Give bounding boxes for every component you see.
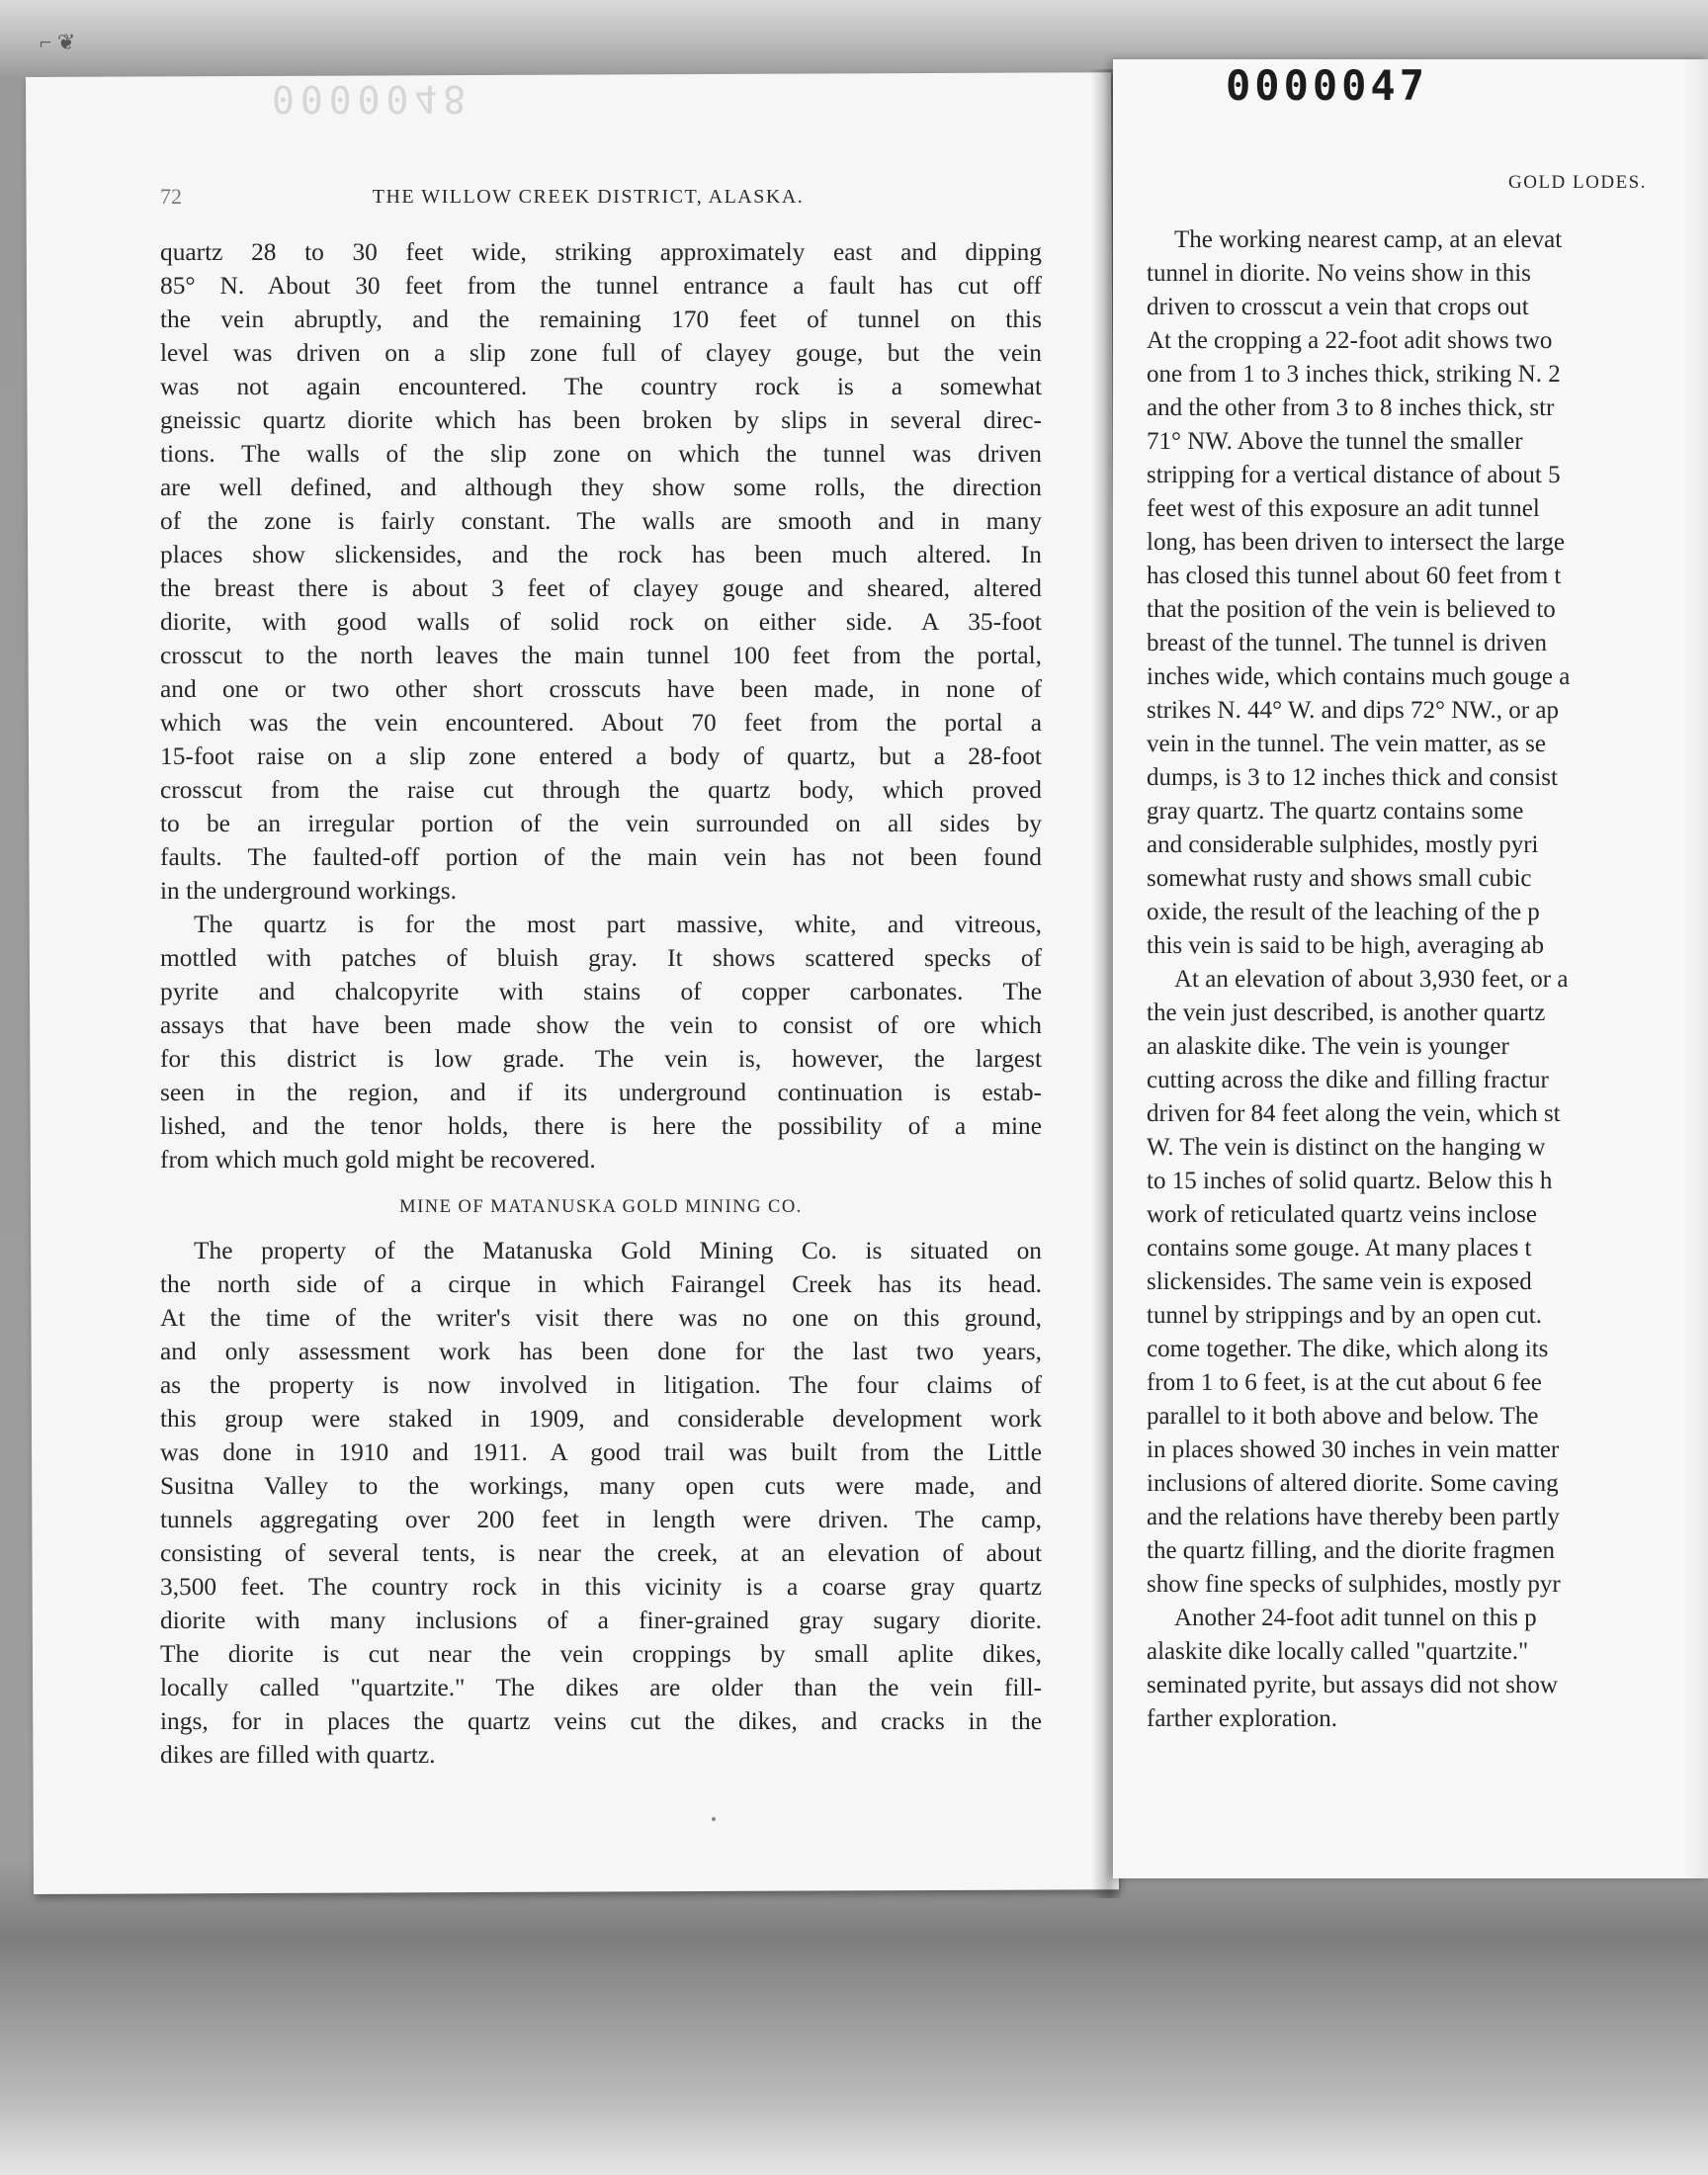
left-paragraph-3 (160, 1234, 1042, 1772)
text-line: 85° N. About 30 feet from the tunnel entrance a fault has cut off (160, 272, 1042, 300)
text-line: assays that have been made show the vein to consist of ore which (160, 1011, 1042, 1039)
text-line: oxide, the result of the leaching of the p (1147, 899, 1540, 925)
text-line: of the zone is fairly constant. The walls are smooth and in many (160, 507, 1042, 535)
text-line: W. The vein is distinct on the hanging w (1147, 1134, 1546, 1161)
text-line: that the position of the vein is believed to (1147, 596, 1556, 623)
corner-scan-mark: ⌐ ❦ (40, 30, 76, 54)
text-line: to be an irregular portion of the vein surrounded on all sides by (160, 810, 1042, 837)
right-paragraph-2 (1147, 963, 1700, 1602)
text-line: has closed this tunnel about 60 feet from t (1147, 563, 1562, 589)
text-line: driven to crosscut a vein that crops out (1147, 294, 1529, 320)
text-line: level was driven on a slip zone full of clayey gouge, but the vein (160, 339, 1042, 367)
text-line: work of reticulated quartz veins inclose (1147, 1201, 1537, 1228)
text-line: the vein just described, is another quartz (1147, 1000, 1546, 1026)
text-line: lished, and the tenor holds, there is here the possibility of a mine (160, 1112, 1042, 1140)
text-line: was not again encountered. The country rock is a somewhat (160, 373, 1042, 400)
right-text-column (1147, 223, 1700, 1736)
text-line: inclusions of altered diorite. Some caving (1147, 1470, 1559, 1497)
text-line: The working nearest camp, at an elevat (1174, 226, 1563, 253)
text-line: tunnel by strippings and by an open cut. (1147, 1302, 1542, 1329)
stamp-number: 0000047 (1226, 61, 1429, 110)
text-line: crosscut from the raise cut through the quartz body, which proved (160, 776, 1042, 804)
text-line: stripping for a vertical distance of about 5 (1147, 462, 1561, 488)
text-line: 3,500 feet. The country rock in this vicinity is a coarse gray quartz (160, 1573, 1042, 1601)
text-line: come together. The dike, which along its (1147, 1336, 1549, 1362)
text-line: and the other from 3 to 8 inches thick, str (1147, 394, 1555, 421)
text-line: an alaskite dike. The vein is younger (1147, 1033, 1509, 1060)
text-line: the vein abruptly, and the remaining 170 feet of tunnel on this (160, 305, 1042, 333)
left-text-column (160, 235, 1042, 1772)
text-line: tunnels aggregating over 200 feet in length were driven. The camp, (160, 1506, 1042, 1533)
text-line: and one or two other short crosscuts have been made, in none of (160, 675, 1042, 703)
text-line: gneissic quartz diorite which has been broken by slips in several direc- (160, 406, 1042, 434)
text-line: cutting across the dike and filling fractur (1147, 1067, 1549, 1093)
ghost-stamp-number: 0000048 (272, 77, 472, 121)
text-line: from 1 to 6 feet, is at the cut about 6 fee (1147, 1369, 1542, 1396)
text-line: the north side of a cirque in which Fairangel Creek has its head. (160, 1270, 1042, 1298)
right-paragraph-3 (1147, 1602, 1700, 1736)
left-paragraph-1 (160, 235, 1042, 908)
text-line: consisting of several tents, is near the creek, at an elevation of about (160, 1539, 1042, 1567)
text-line: Another 24-foot adit tunnel on this p (1174, 1605, 1537, 1631)
left-running-head (138, 184, 1038, 214)
text-line: show fine specks of sulphides, mostly pyr (1147, 1571, 1561, 1598)
text-line: Susitna Valley to the workings, many open cuts were made, and (160, 1472, 1042, 1500)
text-line: seen in the region, and if its underground continuation is estab- (160, 1079, 1042, 1106)
text-line: slickensides. The same vein is exposed (1147, 1268, 1532, 1295)
text-line: The quartz is for the most part massive, white, and vitreous, (194, 911, 1042, 938)
text-line: and only assessment work has been done for the last two years, (160, 1338, 1042, 1365)
text-line: this vein is said to be high, averaging ab (1147, 932, 1545, 959)
text-line: faults. The faulted-off portion of the main vein has not been found (160, 843, 1042, 871)
text-line: dumps, is 3 to 12 inches thick and consist (1147, 764, 1558, 791)
text-line: places show slickensides, and the rock has been much altered. In (160, 541, 1042, 568)
text-line: the quartz filling, and the diorite fragmen (1147, 1537, 1556, 1564)
paper-speck (712, 1817, 716, 1821)
text-line: this group were staked in 1909, and considerable development work (160, 1405, 1042, 1433)
text-line: inches wide, which contains much gouge a (1147, 663, 1571, 690)
text-line: tunnel in diorite. No veins show in this (1147, 260, 1531, 287)
text-line: and considerable sulphides, mostly pyri (1147, 831, 1539, 858)
text-line: diorite, with good walls of solid rock on either side. A 35-foot (160, 608, 1042, 636)
text-line: was done in 1910 and 1911. A good trail was built from the Little (160, 1438, 1042, 1466)
text-line: 15-foot raise on a slip zone entered a body of quartz, but a 28-foot (160, 742, 1042, 770)
text-line: vein in the tunnel. The vein matter, as se (1147, 731, 1546, 757)
text-line: crosscut to the north leaves the main tunnel 100 feet from the portal, (160, 642, 1042, 669)
text-line: in places showed 30 inches in vein matter (1147, 1436, 1560, 1463)
text-line: At the cropping a 22-foot adit shows two (1147, 327, 1553, 354)
text-line: driven for 84 feet along the vein, which st (1147, 1100, 1561, 1127)
text-line: the breast there is about 3 feet of clayey gouge and sheared, altered (160, 574, 1042, 602)
text-line: quartz 28 to 30 feet wide, striking approximately east and dipping (160, 238, 1042, 266)
text-line: diorite with many inclusions of a finer-grained gray sugary diorite. (160, 1607, 1042, 1634)
text-line: breast of the tunnel. The tunnel is driven (1147, 630, 1547, 656)
text-line: for this district is low grade. The vein is, however, the largest (160, 1045, 1042, 1073)
text-line: contains some gouge. At many places t (1147, 1235, 1532, 1262)
text-line: from which much gold might be recovered. (160, 1146, 596, 1174)
text-line: strikes N. 44° W. and dips 72° NW., or ap (1147, 697, 1559, 724)
right-paragraph-1 (1147, 223, 1700, 963)
text-line: dikes are filled with quartz. (160, 1741, 436, 1769)
text-line: farther exploration. (1147, 1705, 1337, 1732)
running-head-title: THE WILLOW CREEK DISTRICT, ALASKA. (372, 186, 805, 208)
text-line: locally called "quartzite." The dikes are older than the vein fill- (160, 1674, 1042, 1701)
text-line: one from 1 to 3 inches thick, striking N. 2 (1147, 361, 1561, 388)
text-line: seminated pyrite, but assays did not show (1147, 1672, 1558, 1698)
left-paragraph-2 (160, 908, 1042, 1176)
text-line: as the property is now involved in litigation. The four claims of (160, 1371, 1042, 1399)
text-line: are well defined, and although they show some rolls, the direction (160, 474, 1042, 501)
text-line: At an elevation of about 3,930 feet, or a (1174, 966, 1569, 993)
text-line: to 15 inches of solid quartz. Below this h (1147, 1168, 1553, 1194)
text-line: long, has been driven to intersect the large (1147, 529, 1566, 556)
text-line: 71° NW. Above the tunnel the smaller (1147, 428, 1523, 455)
text-line: pyrite and chalcopyrite with stains of copper carbonates. The (160, 978, 1042, 1005)
text-line: The property of the Matanuska Gold Mining Co. is situated on (194, 1237, 1042, 1264)
text-line: and the relations have thereby been partly (1147, 1504, 1560, 1530)
text-line: At the time of the writer's visit there was no one on this ground, (160, 1304, 1042, 1332)
text-line: mottled with patches of bluish gray. It shows scattered specks of (160, 944, 1042, 972)
text-line: tions. The walls of the slip zone on which the tunnel was driven (160, 440, 1042, 468)
text-line: parallel to it both above and below. The (1147, 1403, 1539, 1430)
text-line: ings, for in places the quartz veins cut the dikes, and cracks in the (160, 1707, 1042, 1735)
text-line: gray quartz. The quartz contains some (1147, 798, 1524, 825)
page-number: 72 (160, 184, 182, 209)
text-line: in the underground workings. (160, 877, 457, 905)
section-heading: MINE OF MATANUSKA GOLD MINING CO. (399, 1197, 803, 1217)
text-line: somewhat rusty and shows small cubic (1147, 865, 1532, 892)
text-line: feet west of this exposure an adit tunnel (1147, 495, 1540, 522)
right-running-head: GOLD LODES. (1508, 172, 1647, 193)
text-line: The diorite is cut near the vein croppings by small aplite dikes, (160, 1640, 1042, 1668)
text-line: alaskite dike locally called "quartzite." (1147, 1638, 1529, 1665)
text-line: which was the vein encountered. About 70 feet from the portal a (160, 709, 1042, 737)
